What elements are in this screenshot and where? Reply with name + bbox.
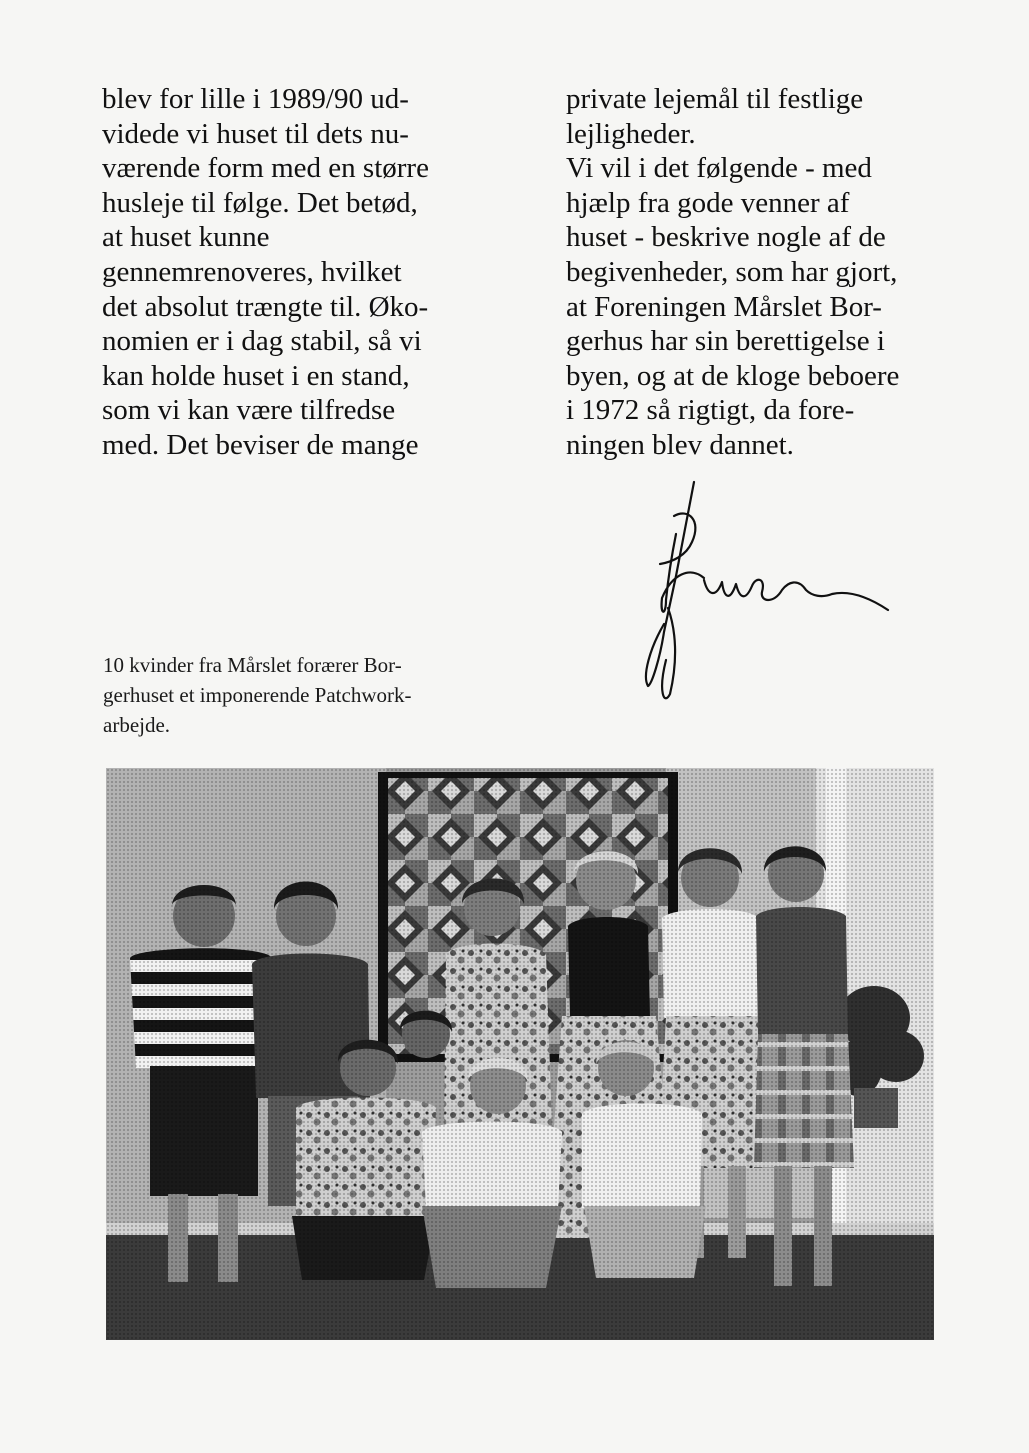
text-line: med. Det beviser de mange	[102, 428, 419, 461]
text-line: lejligheder.	[566, 117, 696, 150]
text-line: blev for lille i 1989/90 ud-	[102, 83, 409, 115]
text-line: gennemrenoveres, hvilket	[102, 255, 402, 288]
text-line: ningen blev dannet.	[566, 428, 794, 461]
text-line: byen, og at de kloge beboere	[566, 359, 900, 392]
group-photo	[106, 768, 934, 1340]
text-line: videde vi huset til dets nu-	[102, 117, 409, 150]
caption-line: 10 kvinder fra Mårslet forærer Bor-	[103, 653, 402, 677]
text-line: det absolut trængte til. Øko-	[102, 290, 429, 323]
text-line: hjælp fra gode venner af	[566, 186, 850, 219]
text-column-right	[566, 82, 966, 463]
handwritten-signature	[612, 480, 902, 720]
text-line: at Foreningen Mårslet Bor-	[566, 290, 882, 323]
text-line: at huset kunne	[102, 221, 270, 254]
text-line: gerhus har sin berettigelse i	[566, 325, 885, 358]
photo-caption	[103, 650, 523, 740]
text-line: som vi kan være tilfredse	[102, 394, 396, 427]
text-column-left	[102, 82, 482, 463]
text-line: private lejemål til festlige	[566, 83, 864, 115]
text-line: Vi vil i det følgende - med	[566, 152, 872, 185]
text-line: husleje til følge. Det betød,	[102, 186, 418, 219]
caption-line: gerhuset et imponerende Patchwork-	[103, 683, 412, 707]
text-line: værende form med en større	[102, 152, 429, 185]
text-line: huset - beskrive nogle af de	[566, 221, 886, 254]
caption-line: arbejde.	[103, 713, 171, 737]
text-line: begivenheder, som har gjort,	[566, 255, 898, 288]
text-line: i 1972 så rigtigt, da fore-	[566, 394, 855, 427]
text-line: nomien er i dag stabil, så vi	[102, 325, 422, 358]
text-line: kan holde huset i en stand,	[102, 359, 410, 392]
